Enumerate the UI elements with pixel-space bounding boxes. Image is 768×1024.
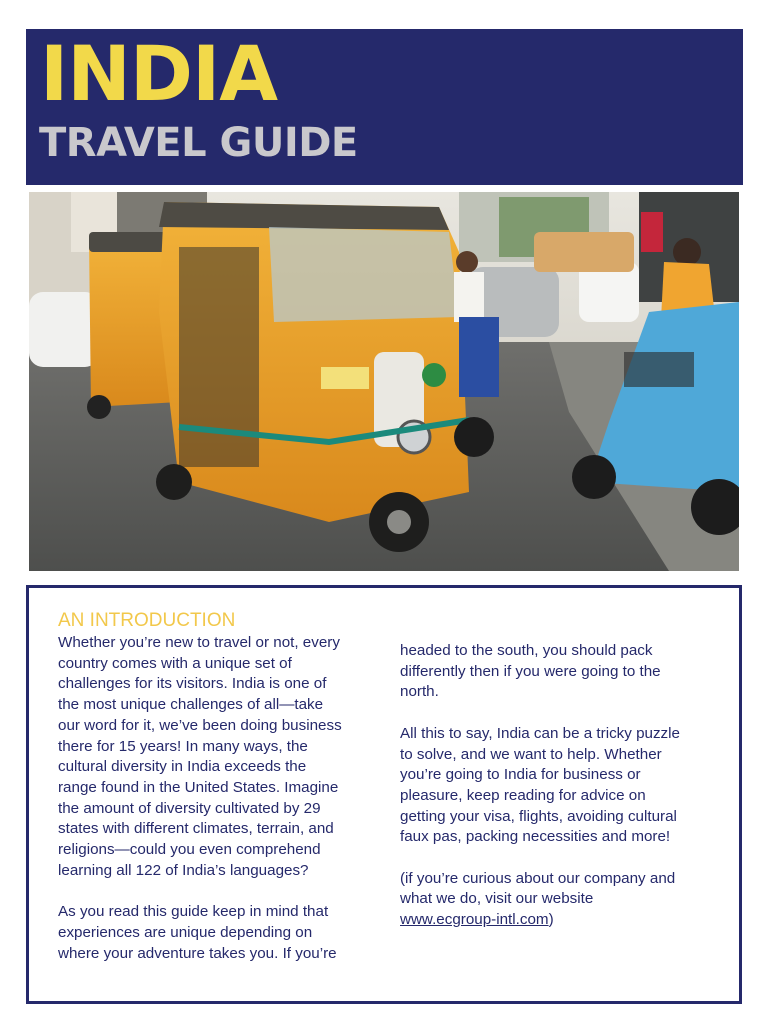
text-line: states with different climates, terrain, and — [58, 820, 334, 838]
introduction-section — [26, 585, 742, 1004]
text-line: differently then if you were going to the — [400, 662, 661, 680]
text-line: our word for it, we’ve been doing business — [58, 716, 342, 734]
text-line: the amount of diversity cultivated by 29 — [58, 799, 321, 817]
text-line: to solve, and we want to help. Whether — [400, 745, 662, 763]
page-subtitle: TRAVEL GUIDE — [39, 120, 358, 166]
page-title: INDIA — [40, 29, 278, 118]
text-line: country comes with a unique set of — [58, 654, 292, 672]
text-line: experiences are unique depending on — [58, 923, 313, 941]
right-column — [400, 641, 720, 931]
text-line: headed to the south, you should pack — [400, 642, 653, 659]
text-line: All this to say, India can be a tricky puzzle — [400, 724, 680, 742]
text-line: faux pas, packing necessities and more! — [400, 828, 671, 846]
intro-paragraph — [58, 902, 378, 964]
left-column — [58, 633, 378, 964]
text-line: range found in the United States. Imagine — [58, 778, 339, 796]
title-banner — [26, 29, 743, 185]
text-line: learning all 122 of India’s languages? — [58, 861, 309, 879]
text-line: pleasure, keep reading for advice on — [400, 786, 646, 804]
text-line: the most unique challenges of all—take — [58, 696, 324, 714]
text-line: you’re going to India for business or — [400, 766, 641, 784]
text-line: where your adventure takes you. If you’re — [58, 944, 337, 962]
intro-paragraph — [400, 724, 720, 848]
text-line: north. — [400, 683, 439, 701]
intro-paragraph — [400, 869, 720, 931]
text-line: As you read this guide keep in mind that — [58, 903, 329, 921]
intro-paragraph — [400, 641, 720, 703]
text-line: (if you’re curious about our company and — [400, 869, 676, 887]
text-line: there for 15 years! In many ways, the — [58, 737, 308, 755]
text-line: what we do, visit our website — [400, 890, 594, 908]
hero-photo — [29, 192, 739, 571]
text-line: getting your visa, flights, avoiding cultural — [400, 807, 677, 825]
text-line: cultural diversity in India exceeds the — [58, 758, 307, 776]
section-heading: AN INTRODUCTION — [58, 610, 236, 631]
intro-paragraph — [58, 633, 378, 881]
website-link[interactable]: www.ecgroup-intl.com — [400, 911, 549, 929]
text-line: Whether you’re new to travel or not, every — [58, 634, 340, 651]
text-line: challenges for its visitors. India is one of — [58, 675, 327, 693]
text-line: religions—could you even comprehend — [58, 841, 321, 859]
text-line: ) — [548, 911, 554, 929]
